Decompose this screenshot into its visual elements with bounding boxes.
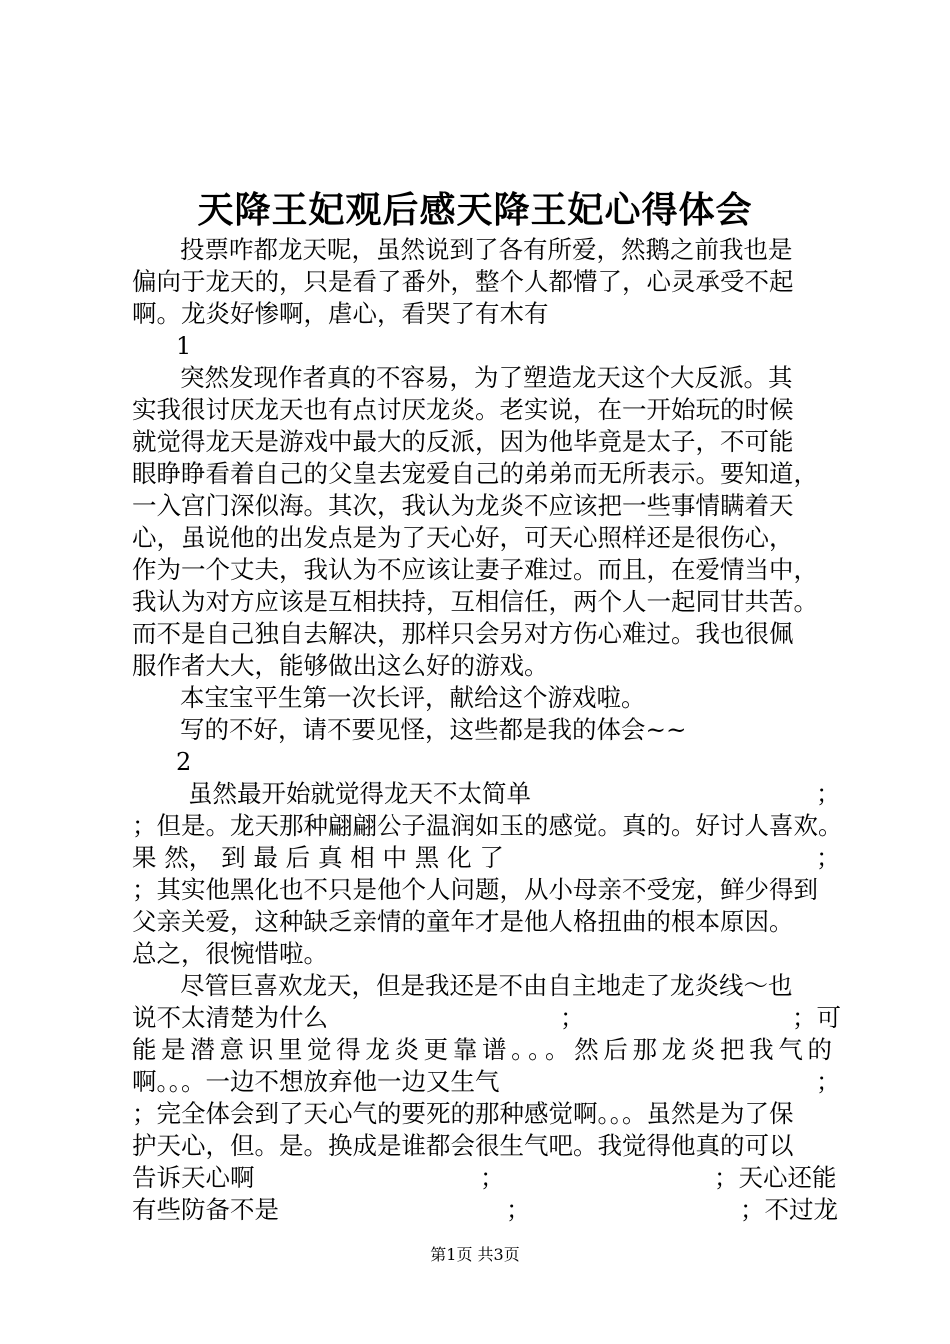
paragraph-line: ；可 [792, 1003, 841, 1032]
paragraph-line: 说不太清楚为什么 [132, 1003, 328, 1032]
paragraph-line: 突然发现作者真的不容易，为了塑造龙天这个大反派。其 [180, 363, 793, 392]
paragraph-line: 一入宫门深似海。其次，我认为龙炎不应该把一些事情瞒着天 [132, 491, 794, 520]
paragraph-line: 能是潜意识里觉得龙炎更靠谱。。。然后那龙炎把我气的 [132, 1035, 832, 1064]
paragraph-line: 有些防备不是 [132, 1195, 279, 1224]
paragraph-line: 本宝宝平生第一次长评，献给这个游戏啦。 [180, 683, 646, 712]
paragraph-line: 啊。。。一边不想放弃他一边又生气 [132, 1067, 500, 1096]
paragraph-line: ；其实他黑化也不只是他个人问题，从小母亲不受宠，鲜少得到 [132, 875, 818, 904]
paragraph-line: ；完全体会到了天心气的要死的那种感觉啊。。。虽然是为了保 [132, 1099, 794, 1128]
paragraph-line: 写的不好，请不要见怪，这些都是我的体会~~ [180, 715, 687, 744]
document-title: 天降王妃观后感天降王妃心得体会 [197, 189, 753, 231]
paragraph-line: ； [480, 1163, 505, 1192]
paragraph-line: 作为一个丈夫，我认为不应该让妻子难过。而且，在爱情当中， [132, 555, 818, 584]
paragraph-line: 果 然， 到 最 后 真 相 中 黑 化 了 [132, 843, 504, 872]
paragraph-line: ； [560, 1003, 585, 1032]
paragraph-line: 护天心，但。是。换成是谁都会很生气吧。我觉得他真的可以 [132, 1131, 794, 1160]
paragraph-line: 尽管巨喜欢龙天，但是我还是不由自主地走了龙炎线～也 [180, 971, 793, 1000]
paragraph-line: 投票咋都龙天呢，虽然说到了各有所爱，然鹅之前我也是 [180, 235, 793, 264]
paragraph-line: ； [506, 1195, 531, 1224]
page-footer: 第1页 共3页 [430, 1245, 520, 1264]
paragraph-line: 虽然最开始就觉得龙天不太简单 [188, 779, 531, 808]
paragraph-line: 服作者大大，能够做出这么好的游戏。 [132, 651, 549, 680]
paragraph-line: ； [816, 1067, 841, 1096]
paragraph-line: 告诉天心啊 [132, 1163, 255, 1192]
paragraph-line: 偏向于龙天的，只是看了番外，整个人都懵了，心灵承受不起 [132, 267, 794, 296]
paragraph-line: ；天心还能 [714, 1163, 837, 1192]
paragraph-line: 心，虽说他的出发点是为了天心好，可天心照样还是很伤心， [132, 523, 794, 552]
paragraph-line: ； [816, 843, 841, 872]
paragraph-line: 实我很讨厌龙天也有点讨厌龙炎。老实说，在一开始玩的时候 [132, 395, 794, 424]
paragraph-line: 啊。龙炎好惨啊，虐心，看哭了有木有 [132, 299, 549, 328]
paragraph-line: 就觉得龙天是游戏中最大的反派，因为他毕竟是太子，不可能 [132, 427, 794, 456]
paragraph-line: 眼睁睁看着自己的父皇去宠爱自己的弟弟而无所表示。要知道， [132, 459, 818, 488]
paragraph-line: ；不过龙 [740, 1195, 838, 1224]
paragraph-line: 我认为对方应该是互相扶持，互相信任，两个人一起同甘共苦。 [132, 587, 818, 616]
section-number: 1 [176, 332, 192, 360]
paragraph-line: ； [816, 779, 841, 808]
paragraph-line: 总之，很惋惜啦。 [132, 939, 328, 968]
section-number: 2 [176, 748, 192, 776]
paragraph-line: 父亲关爱，这种缺乏亲情的童年才是他人格扭曲的根本原因。 [132, 907, 794, 936]
paragraph-line: 而不是自己独自去解决，那样只会另对方伤心难过。我也很佩 [132, 619, 794, 648]
paragraph-line: ；但是。龙天那种翩翩公子温润如玉的感觉。真的。好讨人喜欢。 [132, 811, 843, 840]
